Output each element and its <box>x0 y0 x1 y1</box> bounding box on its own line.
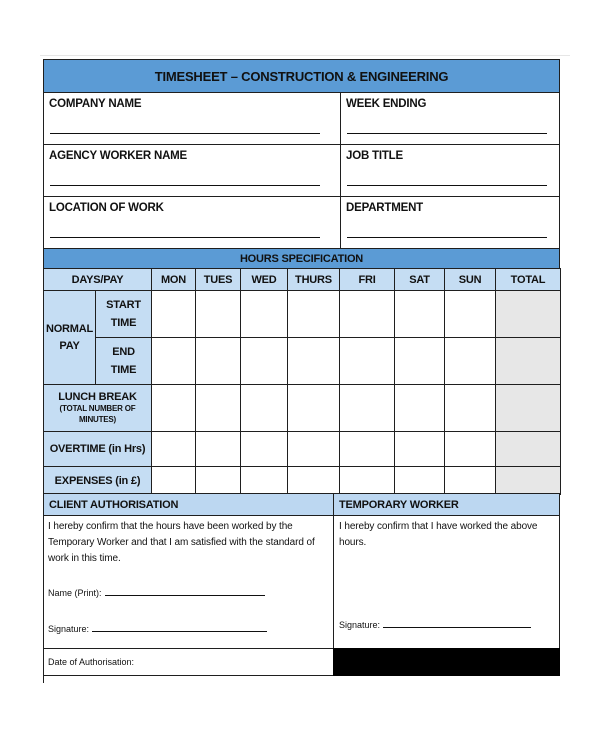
temporary-worker-box <box>333 515 560 649</box>
start-time-line2: TIME <box>110 317 137 329</box>
start-tues-cell[interactable] <box>196 291 241 338</box>
week-ending-line <box>347 133 547 134</box>
location-of-work-field[interactable] <box>43 196 341 249</box>
worker-signature-label: Signature: <box>339 620 381 630</box>
normal-pay-label <box>44 291 96 385</box>
temporary-worker-heading <box>333 493 560 516</box>
start-time-row <box>44 291 561 338</box>
location-of-work-label: LOCATION OF WORK <box>49 202 164 214</box>
agency-worker-name-line <box>50 185 320 186</box>
expenses-label: EXPENSES (in £) <box>44 467 152 495</box>
lunch-tues-cell[interactable] <box>196 385 241 432</box>
start-thurs-cell[interactable] <box>288 291 340 338</box>
client-authorisation-box <box>43 515 334 649</box>
lunch-break-row <box>44 385 561 432</box>
overtime-wed-cell[interactable] <box>241 432 288 467</box>
overtime-sat-cell[interactable] <box>395 432 445 467</box>
lunch-thurs-cell[interactable] <box>288 385 340 432</box>
start-fri-cell[interactable] <box>340 291 395 338</box>
client-authorisation-heading-text: CLIENT AUTHORISATION <box>49 498 179 511</box>
job-title-label: JOB TITLE <box>346 150 403 162</box>
overtime-row <box>44 432 561 467</box>
overtime-thurs-cell[interactable] <box>288 432 340 467</box>
overtime-sun-cell[interactable] <box>445 432 496 467</box>
end-sun-cell[interactable] <box>445 338 496 385</box>
page-top-rule <box>40 55 570 56</box>
agency-worker-name-field[interactable] <box>43 144 341 197</box>
lunch-break-note-line1: (TOTAL NUMBER OF <box>59 404 136 413</box>
client-signature-field[interactable] <box>48 623 267 634</box>
lunch-sat-cell[interactable] <box>395 385 445 432</box>
end-time-row <box>44 338 561 385</box>
lunch-break-note-line2: MINUTES) <box>78 415 117 424</box>
day-header-tues: TUES <box>196 269 241 291</box>
hours-specification-band <box>43 248 560 269</box>
agency-worker-name-label: AGENCY WORKER NAME <box>49 150 188 162</box>
start-sun-cell[interactable] <box>445 291 496 338</box>
date-of-authorisation-label: Date of Authorisation: <box>48 657 135 667</box>
expenses-sat-cell[interactable] <box>395 467 445 495</box>
date-of-authorisation-field[interactable] <box>43 648 334 676</box>
end-time-line2: TIME <box>110 364 137 376</box>
day-header-wed: WED <box>241 269 288 291</box>
lunch-total-cell[interactable] <box>496 385 561 432</box>
location-of-work-line <box>50 237 320 238</box>
days-pay-header: DAYS/PAY <box>44 269 152 291</box>
expenses-tues-cell[interactable] <box>196 467 241 495</box>
start-total-cell[interactable] <box>496 291 561 338</box>
client-authorisation-heading <box>43 493 334 516</box>
hours-header-row <box>44 269 561 291</box>
lunch-mon-cell[interactable] <box>152 385 196 432</box>
end-mon-cell[interactable] <box>152 338 196 385</box>
lunch-break-label <box>44 385 152 432</box>
expenses-fri-cell[interactable] <box>340 467 395 495</box>
normal-pay-line2: PAY <box>59 339 80 352</box>
end-sat-cell[interactable] <box>395 338 445 385</box>
blacked-out-block <box>333 648 560 676</box>
day-header-thurs: THURS <box>288 269 340 291</box>
lunch-break-text: LUNCH BREAK <box>58 391 137 403</box>
form-title <box>43 59 560 93</box>
worker-confirmation-text: I hereby confirm that I have worked the above hours. <box>339 521 538 548</box>
week-ending-field[interactable] <box>340 92 560 145</box>
start-mon-cell[interactable] <box>152 291 196 338</box>
temporary-worker-heading-text: TEMPORARY WORKER <box>339 498 459 511</box>
lunch-wed-cell[interactable] <box>241 385 288 432</box>
client-confirmation-text: I hereby confirm that the hours have been worked by the Temporary Worker and that I am satisfied with the standard of work in this time. <box>48 521 315 564</box>
expenses-wed-cell[interactable] <box>241 467 288 495</box>
hours-table <box>43 268 561 495</box>
continuation-line <box>43 675 44 683</box>
week-ending-label: WEEK ENDING <box>346 98 427 110</box>
worker-signature-line <box>383 619 531 628</box>
end-fri-cell[interactable] <box>340 338 395 385</box>
overtime-mon-cell[interactable] <box>152 432 196 467</box>
end-thurs-cell[interactable] <box>288 338 340 385</box>
day-header-mon: MON <box>152 269 196 291</box>
client-signature-line <box>92 623 267 632</box>
expenses-total-cell[interactable] <box>496 467 561 495</box>
company-name-line <box>50 133 320 134</box>
hours-specification-label: HOURS SPECIFICATION <box>239 252 364 265</box>
job-title-field[interactable] <box>340 144 560 197</box>
worker-signature-field[interactable] <box>339 619 531 630</box>
day-header-sun: SUN <box>445 269 496 291</box>
department-line <box>347 237 547 238</box>
overtime-label: OVERTIME (in Hrs) <box>44 432 152 467</box>
end-time-label <box>96 338 152 385</box>
company-name-label: COMPANY NAME <box>49 98 142 110</box>
lunch-sun-cell[interactable] <box>445 385 496 432</box>
department-label: DEPARTMENT <box>346 202 424 214</box>
lunch-fri-cell[interactable] <box>340 385 395 432</box>
start-time-label <box>96 291 152 338</box>
end-tues-cell[interactable] <box>196 338 241 385</box>
total-header: TOTAL <box>496 269 561 291</box>
department-field[interactable] <box>340 196 560 249</box>
expenses-row <box>44 467 561 495</box>
job-title-line <box>347 185 547 186</box>
expenses-thurs-cell[interactable] <box>288 467 340 495</box>
company-name-field[interactable] <box>43 92 341 145</box>
expenses-mon-cell[interactable] <box>152 467 196 495</box>
client-name-print-label: Name (Print): <box>48 588 102 598</box>
expenses-sun-cell[interactable] <box>445 467 496 495</box>
day-header-fri: FRI <box>340 269 395 291</box>
normal-pay-line1: NORMAL <box>45 322 94 335</box>
form-title-text: TIMESHEET – CONSTRUCTION & ENGINEERING <box>154 68 449 84</box>
overtime-tues-cell[interactable] <box>196 432 241 467</box>
overtime-total-cell[interactable] <box>496 432 561 467</box>
day-header-sat: SAT <box>395 269 445 291</box>
end-time-line1: END <box>112 346 135 358</box>
start-sat-cell[interactable] <box>395 291 445 338</box>
start-wed-cell[interactable] <box>241 291 288 338</box>
end-total-cell[interactable] <box>496 338 561 385</box>
client-name-print-field[interactable] <box>48 587 265 598</box>
start-time-line1: START <box>106 299 141 311</box>
client-signature-label: Signature: <box>48 624 90 634</box>
end-wed-cell[interactable] <box>241 338 288 385</box>
overtime-fri-cell[interactable] <box>340 432 395 467</box>
client-name-print-line <box>105 587 265 596</box>
